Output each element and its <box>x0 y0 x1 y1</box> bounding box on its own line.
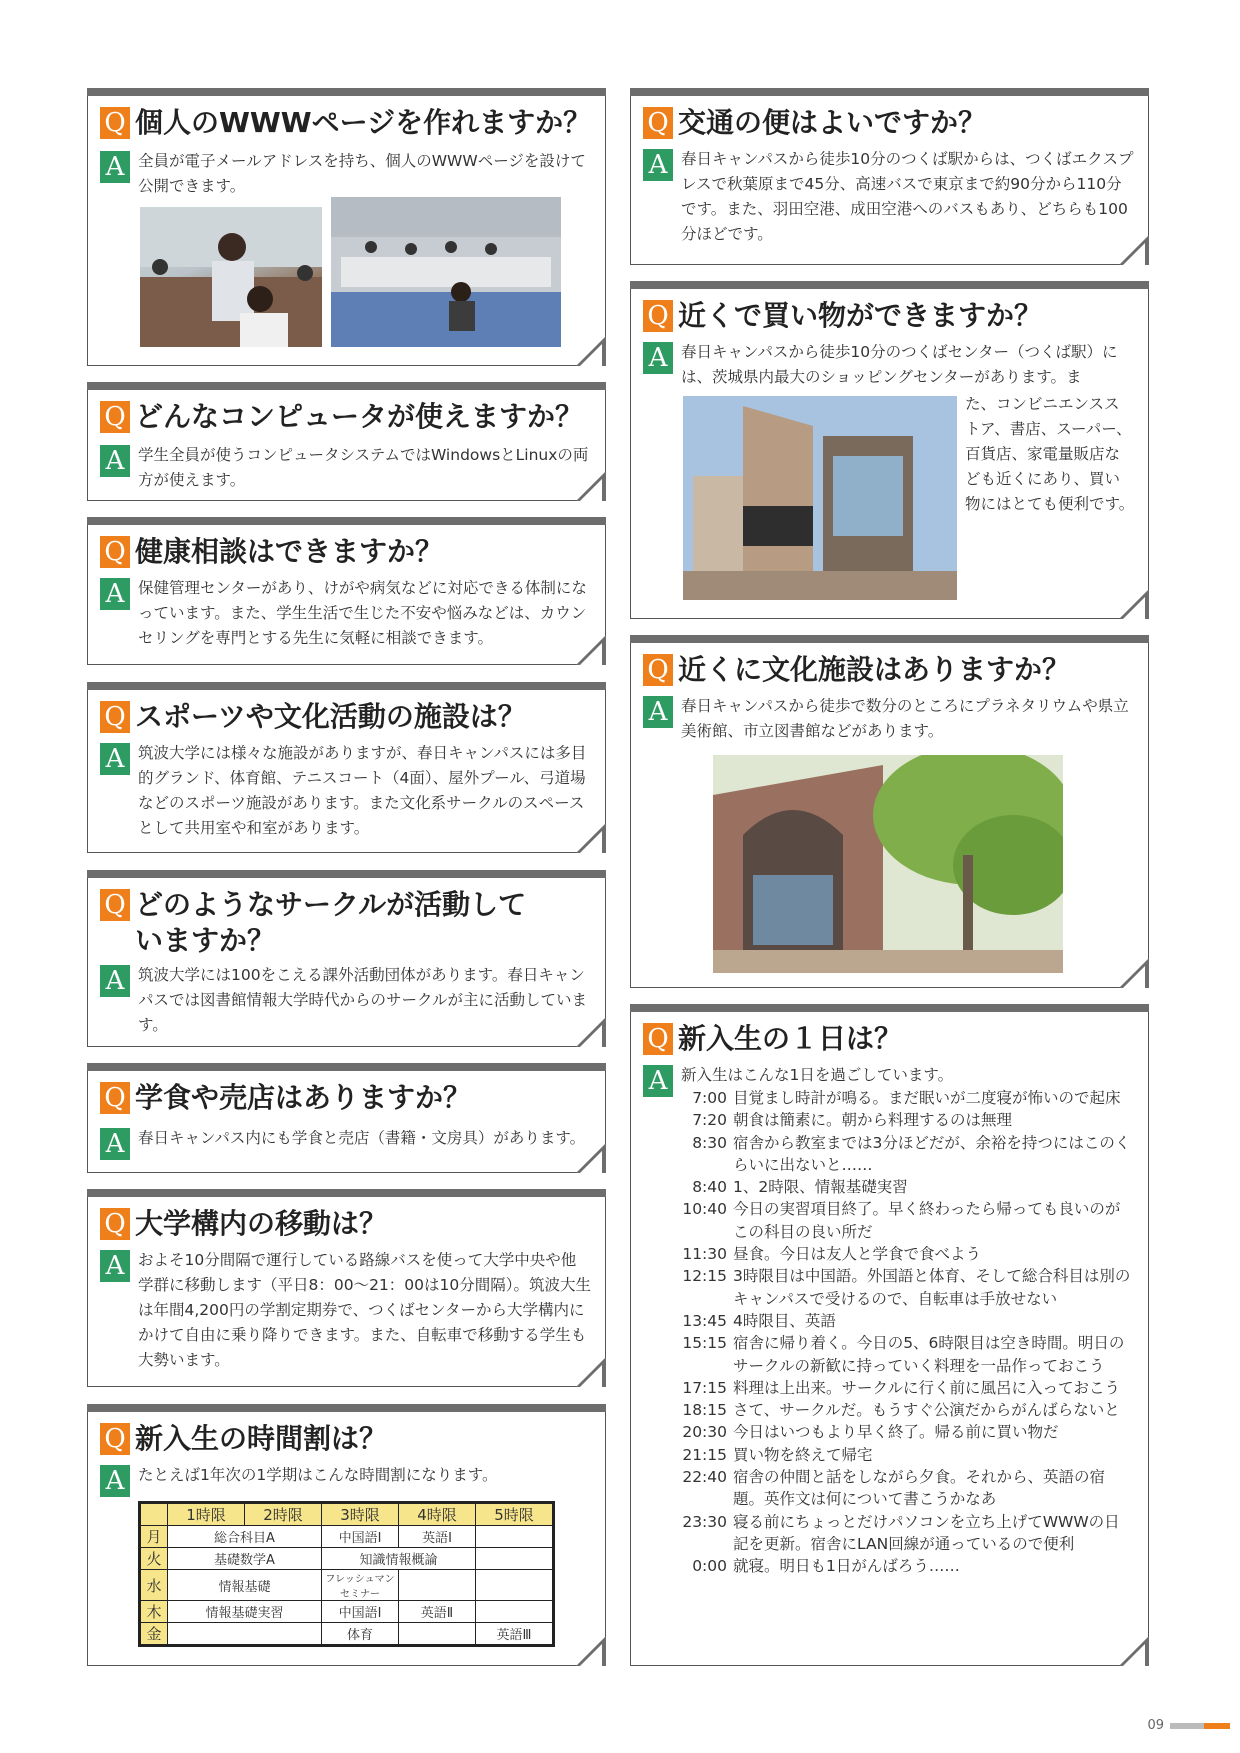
timetable-cell: 体育 <box>322 1623 399 1645</box>
qa-card-shopping <box>630 281 1149 619</box>
schedule-event: 1、2時限、情報基礎実習 <box>733 1178 908 1197</box>
q-badge: Q <box>100 889 130 921</box>
timetable-cell: 英語Ⅰ <box>399 1526 476 1548</box>
schedule-time: 13:45 <box>682 1311 727 1330</box>
schedule-row <box>679 1243 1134 1265</box>
schedule-event: 朝食は簡素に。朝から料理するのは無理 <box>733 1111 1013 1130</box>
card-top-bar <box>87 517 606 525</box>
photo-shopping-center <box>683 396 957 600</box>
card-corner <box>576 1357 606 1387</box>
timetable-day: 金 <box>141 1623 168 1645</box>
card-corner <box>1119 235 1149 265</box>
card-top-bar <box>87 1404 606 1412</box>
q-badge: Q <box>100 401 130 433</box>
card-corner <box>576 1636 606 1666</box>
schedule-row <box>679 1399 1134 1421</box>
question-text: 近くに文化施設はありますか？ <box>678 653 1071 686</box>
schedule-row <box>679 1332 1134 1377</box>
schedule-time: 7:00 <box>692 1089 727 1107</box>
qa-card-cafeteria <box>87 1063 606 1173</box>
q-badge: Q <box>100 1082 130 1114</box>
card-corner <box>1119 1636 1149 1666</box>
question-text: 新入生の時間割は？ <box>135 1422 388 1455</box>
timetable-cell: 基礎数学A <box>168 1548 322 1570</box>
card-corner <box>576 1017 606 1047</box>
schedule-row <box>679 1555 1134 1577</box>
schedule-event: 今日はいつもより早く終了。帰る前に買い物だ <box>733 1423 1059 1442</box>
schedule-row <box>679 1087 1134 1109</box>
schedule-row <box>679 1198 1134 1243</box>
timetable-cell: 情報基礎 <box>168 1570 322 1601</box>
schedule-time: 20:30 <box>682 1423 727 1442</box>
daily-schedule <box>679 1087 1134 1578</box>
answer-text: 春日キャンパスから徒歩10分のつくば駅からは、つくばエクスプレスで秋葉原まで45分、高速バスで東京まで約90分から110分です。また、羽田空港、成田空港へのバスもあり、どちらも100分ほどです。 <box>681 150 1134 243</box>
q-badge: Q <box>643 1023 673 1055</box>
schedule-event: 昼食。今日は友人と学食で食べよう <box>733 1245 982 1264</box>
schedule-row <box>679 1132 1134 1177</box>
page-bar-gray <box>1170 1723 1204 1729</box>
schedule-row <box>679 1176 1134 1198</box>
timetable-cell <box>399 1570 476 1601</box>
timetable-header: 4時限 <box>399 1504 476 1526</box>
schedule-event: 宿舎から教室までは3分ほどだが、余裕を持つにはこのくらいに出ないと…… <box>733 1133 1131 1174</box>
q-badge: Q <box>100 1423 130 1455</box>
schedule-row <box>679 1109 1134 1131</box>
page-number <box>1147 1718 1230 1733</box>
card-top-bar <box>87 682 606 690</box>
answer-text: 学生全員が使うコンピュータシステムではWindowsとLinuxの両方が使えます。 <box>138 446 589 489</box>
schedule-event: 就寝。明日も1日がんばろう…… <box>733 1557 960 1576</box>
answer-text: 保健管理センターがあり、けがや病気などに対応できる体制になっています。また、学生生活で生じた不安や悩みなどは、カウンセリングを専門とする先生に気軽に相談できます。 <box>138 579 587 647</box>
question-text: どのようなサークルが活動していますか？ <box>135 888 527 957</box>
timetable-cell <box>476 1570 553 1601</box>
timetable-cell: 総合科目A <box>168 1526 322 1548</box>
schedule-row <box>679 1421 1134 1443</box>
question-text: 新入生の１日は？ <box>678 1022 903 1055</box>
schedule-time: 21:15 <box>682 1445 727 1464</box>
a-badge: A <box>100 445 130 477</box>
answer-text-continued: た、コンビニエンスストア、書店、スーパー、百貨店、家電量販店なども近くにあり、買い物にはとても便利です。 <box>965 395 1135 513</box>
schedule-time: 8:40 <box>692 1178 727 1197</box>
q-badge: Q <box>100 536 130 568</box>
qa-card-health <box>87 517 606 665</box>
q-badge: Q <box>100 1208 130 1240</box>
a-badge: A <box>643 1065 673 1097</box>
schedule-time: 15:15 <box>682 1334 727 1353</box>
photo-students-computer-room-2 <box>331 197 561 347</box>
schedule-event: 目覚まし時計が鳴る。まだ眠いが二度寝が怖いので起床 <box>733 1089 1121 1107</box>
qa-card-computer <box>87 382 606 501</box>
schedule-time: 11:30 <box>682 1245 727 1264</box>
card-top-bar <box>630 635 1149 643</box>
schedule-time: 12:15 <box>682 1267 727 1286</box>
answer-text: たとえば1年次の1学期はこんな時間割になります。 <box>138 1466 498 1484</box>
card-top-bar <box>87 1063 606 1071</box>
card-top-bar <box>630 281 1149 289</box>
a-badge: A <box>100 965 130 997</box>
timetable-cell <box>476 1601 553 1623</box>
a-badge: A <box>100 578 130 610</box>
timetable-cell <box>399 1623 476 1645</box>
timetable-header: 1時限 <box>168 1504 245 1526</box>
question-text: スポーツや文化活動の施設は？ <box>135 700 526 733</box>
card-corner <box>576 336 606 366</box>
question-text: 学食や売店はありますか？ <box>135 1081 472 1114</box>
timetable-cell <box>168 1623 322 1645</box>
a-badge: A <box>643 149 673 181</box>
qa-card-culture <box>630 635 1149 988</box>
answer-text: 春日キャンパスから徒歩で数分のところにプラネタリウムや県立美術館、市立図書館などがあります。 <box>681 697 1129 740</box>
answer-text: 春日キャンパス内にも学食と売店（書籍・文房具）があります。 <box>138 1129 586 1147</box>
schedule-event: 3時限目は中国語。外国語と体育、そして総合科目は別のキャンパスで受けるので、自転車は手放せない <box>733 1267 1131 1308</box>
a-badge: A <box>100 1465 130 1497</box>
qa-card-campus-transport <box>87 1189 606 1387</box>
timetable-cell <box>476 1548 553 1570</box>
schedule-event: 宿舎の仲間と話をしながら夕食。それから、英語の宿題。英作文は何について書こうかなあ <box>733 1468 1106 1509</box>
answer-text: 筑波大学には100をこえる課外活動団体があります。春日キャンパスでは図書館情報大学時代からのサークルが主に活動しています。 <box>138 966 588 1034</box>
page-bar-orange <box>1204 1723 1230 1729</box>
timetable-cell: 中国語Ⅰ <box>322 1526 399 1548</box>
card-top-bar <box>87 870 606 878</box>
qa-card-www <box>87 88 606 366</box>
timetable-header: 5時限 <box>476 1504 553 1526</box>
photo-cultural-facility <box>713 755 1063 973</box>
a-badge: A <box>100 151 130 183</box>
card-corner <box>576 471 606 501</box>
q-badge: Q <box>643 654 673 686</box>
timetable-header: 3時限 <box>322 1504 399 1526</box>
a-badge: A <box>100 1250 130 1282</box>
q-badge: Q <box>100 107 130 139</box>
qa-card-circles <box>87 870 606 1047</box>
question-text: 近くで買い物ができますか？ <box>678 299 1043 332</box>
answer-text: 新入生はこんな1日を過ごしています。 <box>681 1066 954 1084</box>
q-badge: Q <box>100 701 130 733</box>
q-badge: Q <box>643 107 673 139</box>
qa-card-access <box>630 88 1149 265</box>
timetable-day: 木 <box>141 1601 168 1623</box>
question-text: 個人のWWWページを作れますか？ <box>135 106 592 139</box>
question-text: 交通の便はよいですか？ <box>678 106 987 139</box>
qa-card-facilities <box>87 682 606 853</box>
card-corner <box>1119 589 1149 619</box>
card-top-bar <box>87 382 606 390</box>
qa-card-timetable <box>87 1404 606 1666</box>
photo-students-computer-room-1 <box>140 207 322 347</box>
schedule-time: 22:40 <box>682 1468 727 1487</box>
schedule-time: 0:00 <box>692 1557 727 1576</box>
answer-text: およそ10分間隔で運行している路線バスを使って大学中央や他学群に移動します（平日8：00〜21：00は10分間隔）。筑波大生は年間4,200円の学割定期券で、つくばセンターから大学構内にかけて自由に乗り降りできます。また、自転車で移動する学生も大勢います。 <box>138 1251 592 1369</box>
timetable-header: 2時限 <box>245 1504 322 1526</box>
a-badge: A <box>100 1128 130 1160</box>
timetable-cell: 中国語Ⅰ <box>322 1601 399 1623</box>
timetable-cell <box>476 1526 553 1548</box>
question-text: 大学構内の移動は？ <box>135 1207 388 1240</box>
a-badge: A <box>100 743 130 775</box>
timetable <box>138 1501 555 1647</box>
q-badge: Q <box>643 300 673 332</box>
schedule-time: 10:40 <box>682 1200 727 1219</box>
qa-card-daily-life <box>630 1004 1149 1666</box>
card-top-bar <box>87 88 606 96</box>
schedule-time: 8:30 <box>692 1133 727 1152</box>
card-top-bar <box>87 1189 606 1197</box>
answer-text: 全員が電子メールアドレスを持ち、個人のWWWページを設けて公開できます。 <box>138 152 586 195</box>
card-corner <box>576 1143 606 1173</box>
schedule-row <box>679 1511 1134 1556</box>
question-text: 健康相談はできますか？ <box>135 535 444 568</box>
a-badge: A <box>643 696 673 728</box>
schedule-row <box>679 1444 1134 1466</box>
timetable-day: 月 <box>141 1526 168 1548</box>
timetable-cell: 英語Ⅱ <box>399 1601 476 1623</box>
timetable-day: 火 <box>141 1548 168 1570</box>
schedule-event: 寝る前にちょっとだけパソコンを立ち上げてWWWの日記を更新。宿舎にLAN回線が通っているので便利 <box>733 1512 1120 1553</box>
schedule-time: 17:15 <box>682 1378 727 1397</box>
timetable-cell: 英語Ⅲ <box>476 1623 553 1645</box>
timetable-day: 水 <box>141 1570 168 1601</box>
a-badge: A <box>643 342 673 374</box>
schedule-time: 18:15 <box>682 1401 727 1420</box>
schedule-event: さて、サークルだ。もうすぐ公演だからがんばらないと <box>733 1401 1120 1420</box>
card-top-bar <box>630 88 1149 96</box>
card-corner <box>576 635 606 665</box>
timetable-cell: 情報基礎実習 <box>168 1601 322 1623</box>
question-text: どんなコンピュータが使えますか？ <box>135 400 584 433</box>
answer-text: 筑波大学には様々な施設がありますが、春日キャンパスには多目的グランド、体育館、テニスコート（4面）、屋外プール、弓道場などのスポーツ施設があります。また文化系サークルのスペースとして共用室や和室があります。 <box>138 744 587 837</box>
schedule-time: 23:30 <box>682 1512 727 1531</box>
schedule-event: 料理は上出来。サークルに行く前に風呂に入っておこう <box>733 1378 1121 1397</box>
schedule-time: 7:20 <box>692 1111 727 1130</box>
schedule-event: 宿舎に帰り着く。今日の5、6時限目は空き時間。明日のサークルの新歓に持っていく料理を一品作っておこう <box>733 1334 1125 1375</box>
schedule-event: 4時限目、英語 <box>733 1311 836 1330</box>
schedule-event: 今日の実習項目終了。早く終わったら帰っても良いのがこの科目の良い所だ <box>733 1200 1121 1241</box>
card-corner <box>1119 958 1149 988</box>
schedule-row <box>679 1377 1134 1399</box>
answer-text: 春日キャンパスから徒歩10分のつくばセンター（つくば駅）には、茨城県内最大のショッピングセンターがあります。ま <box>681 343 1118 386</box>
schedule-event: 買い物を終えて帰宅 <box>733 1445 873 1464</box>
schedule-row <box>679 1310 1134 1332</box>
schedule-row <box>679 1265 1134 1310</box>
card-top-bar <box>630 1004 1149 1012</box>
card-corner <box>576 823 606 853</box>
timetable-cell: 知識情報概論 <box>322 1548 476 1570</box>
schedule-row <box>679 1466 1134 1511</box>
page-number-text: 09 <box>1147 1718 1164 1733</box>
timetable-cell: フレッシュマンセミナー <box>322 1570 399 1601</box>
timetable-header-blank <box>141 1504 168 1526</box>
